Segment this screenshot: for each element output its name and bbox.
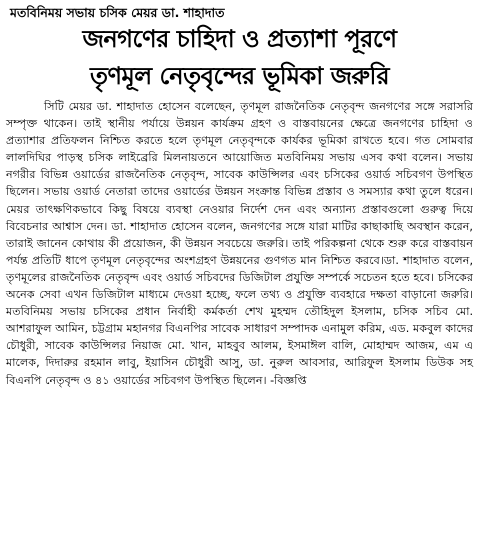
headline-line-1: জনগণের চাহিদা ও প্রত্যাশা পূরণে	[82, 25, 397, 53]
article-body	[6, 98, 473, 389]
kicker-line: মতবিনিময় সভায় চসিক মেয়র ডা. শাহাদাত	[10, 5, 225, 20]
article-body-text: সিটি মেয়র ডা. শাহাদাত হোসেন বলেছেন, তৃণমূল রাজনৈতিক নেতৃবৃন্দ জনগণের সঙ্গে সরাসরি সম্পৃক্ত থাকেন। তাই স্থানীয় পর্যায়ে উন্নয়ন কার্যক্রম গ্রহণ ও বাস্তবায়নের ক্ষেত্রে জনগণের চাহিদা ও প্রত্যাশার প্রতিফলন নিশ্চিত করতে হলে তৃণমূল নেতৃবৃন্দকে কার্যকর ভূমিকা রাখতে হবে। গত সোমবার লালদিঘির পাড়স্থ চসিক লাইব্রেরি মিলনায়তনে আয়োজিত মতবিনিময় সভায় এসব কথা বলেন। সভায় নগরীর বিভিন্ন ওয়ার্ডের রাজনৈতিক নেতৃবৃন্দ, সাবেক কাউন্সিলর এবং চসিকের ওয়ার্ড সচিবগণ উপস্থিত ছিলেন। সভায় ওয়ার্ড নেতারা তাদের ওয়ার্ডের উন্নয়ন সংক্রান্ত বিভিন্ন প্রস্তাব ও সমস্যার কথা তুলে ধরেন। মেয়র তাৎক্ষণিকভাবে কিছু বিষয়ে ব্যবস্থা নেওয়ার নির্দেশ দেন এবং অন্যান্য প্রস্তাবগুলো গুরুত্ব দিয়ে বিবেচনার আশ্বাস দেন। ডা. শাহাদাত হোসেন বলেন, জনগণের সঙ্গে যারা মাটির কাছাকাছি অবস্থান করেন, তারাই জানেন কোথায় কী প্রয়োজন, কী উন্নয়ন সবচেয়ে জরুরি। তাই পরিকল্পনা থেকে শুরু করে বাস্তবায়ন পর্যন্ত প্রতিটি ধাপে তৃণমূল নেতৃবৃন্দের অংশগ্রহণ উন্নয়নের গুণগত মান নিশ্চিত করবে।ডা. শাহাদাত বলেন, তৃণমূলের রাজনৈতিক নেতৃবৃন্দ এবং ওয়ার্ড সচিবদের ডিজিটাল প্রযুক্তি সম্পর্কে সচেতন হতে হবে। চসিকের অনেক সেবা এখন ডিজিটাল মাধ্যমে দেওয়া হচ্ছে, ফলে তথ্য ও প্রযুক্তি ব্যবহারে দক্ষতা বাড়ানো জরুরি। মতবিনিময় সভায় চসিকের প্রধান নির্বাহী কর্মকর্তা শেখ মুহম্মদ তৌহিদুল ইসলাম, চসিক সচিব মো. আশরাফুল আমিন, চট্টগ্রাম মহানগর বিএনপির সাবেক সাধারণ সম্পাদক এনামুল করিম, এড. মকবুল কাদের চৌধুরী, সাবেক কাউন্সিলর নিয়াজ মো. খান, মাহবুব আলম, ইসমাঈল বালি, মোহাম্মদ আজম, এম এ মালেক, দিদারুর রহমান লাবু, ইয়াসিন চৌধুরী আসু, ডা. নুরুল আবসার, আরিফুল ইসলাম ডিউক সহ বিএনপি নেতৃবৃন্দ ও ৪১ ওয়ার্ডের সচিবগণ উপস্থিত ছিলেন। -বিজ্ঞপ্তি	[6, 100, 473, 387]
headline-line-2: তৃণমূল নেতৃবৃন্দের ভূমিকা জরুরি	[89, 62, 390, 90]
